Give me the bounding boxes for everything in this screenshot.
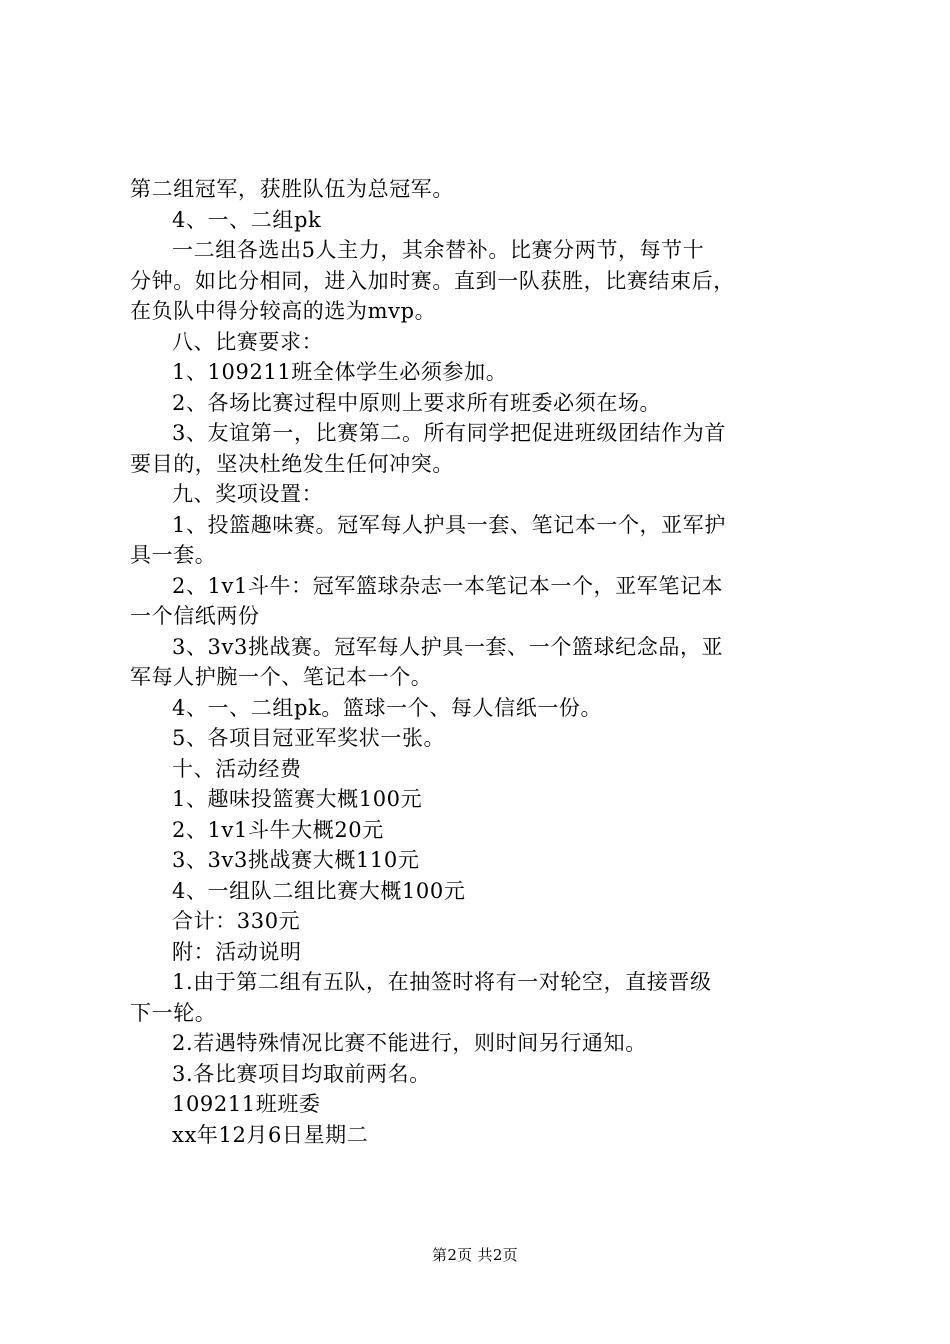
page-footer: 第2页 共2页 xyxy=(432,1246,518,1264)
text-line: 4、一、二组pk xyxy=(172,207,322,232)
total-line: 合计：330元 xyxy=(172,909,301,933)
text-line: 2、1v1斗牛大概20元 xyxy=(172,817,384,842)
text-line: 1.由于第二组有五队，在抽签时将有一对轮空，直接晋级 xyxy=(172,970,712,994)
text-line: 下一轮。 xyxy=(130,1000,217,1025)
section-heading: 十、活动经费 xyxy=(172,756,302,781)
text-line: 第二组冠军，获胜队伍为总冠军。 xyxy=(130,177,454,201)
section-heading: 九、奖项设置： xyxy=(172,482,324,506)
text-line: 一二组各选出5人主力，其余替补。比赛分两节，每节十 xyxy=(172,238,705,262)
section-heading: 附：活动说明 xyxy=(172,939,302,964)
text-line: 3.各比赛项目均取前两名。 xyxy=(172,1061,431,1086)
text-line: 3、友谊第一，比赛第二。所有同学把促进班级团结作为首 xyxy=(172,421,726,445)
text-line: 2.若遇特殊情况比赛不能进行，则时间另行通知。 xyxy=(172,1031,647,1055)
text-line: 一个信纸两份 xyxy=(130,604,260,628)
text-line: 2、各场比赛过程中原则上要求所有班委必须在场。 xyxy=(172,390,662,415)
text-line: 分钟。如比分相同，进入加时赛。直到一队获胜，比赛结束后， xyxy=(130,268,735,293)
text-line: 4、一组队二组比赛大概100元 xyxy=(172,878,466,903)
text-line: 5、各项目冠亚军奖状一张。 xyxy=(172,726,446,750)
text-line: 具一套。 xyxy=(130,543,217,567)
text-line: 3、3v3挑战赛。冠军每人护具一套、一个篮球纪念品，亚 xyxy=(172,634,724,659)
text-line: 3、3v3挑战赛大概110元 xyxy=(172,848,420,872)
text-line: 2、1v1斗牛：冠军篮球杂志一本笔记本一个，亚军笔记本 xyxy=(172,573,724,598)
document-body xyxy=(130,174,830,1150)
text-line: 在负队中得分较高的选为mvp。 xyxy=(130,299,437,323)
section-heading: 八、比赛要求： xyxy=(172,329,324,354)
text-line: 1、投篮趣味赛。冠军每人护具一套、笔记本一个，亚军护 xyxy=(172,512,726,537)
text-line: 军每人护腕一个、笔记本一个。 xyxy=(130,665,433,689)
signature-line: 109211班班委 xyxy=(172,1092,321,1116)
date-line: xx年12月6日星期二 xyxy=(172,1122,369,1147)
text-line: 1、趣味投篮赛大概100元 xyxy=(172,787,423,811)
text-line: 4、一、二组pk。篮球一个、每人信纸一份。 xyxy=(172,695,603,720)
text-line: 1、109211班全体学生必须参加。 xyxy=(172,360,508,384)
text-line: 要目的，坚决杜绝发生任何冲突。 xyxy=(130,451,454,476)
